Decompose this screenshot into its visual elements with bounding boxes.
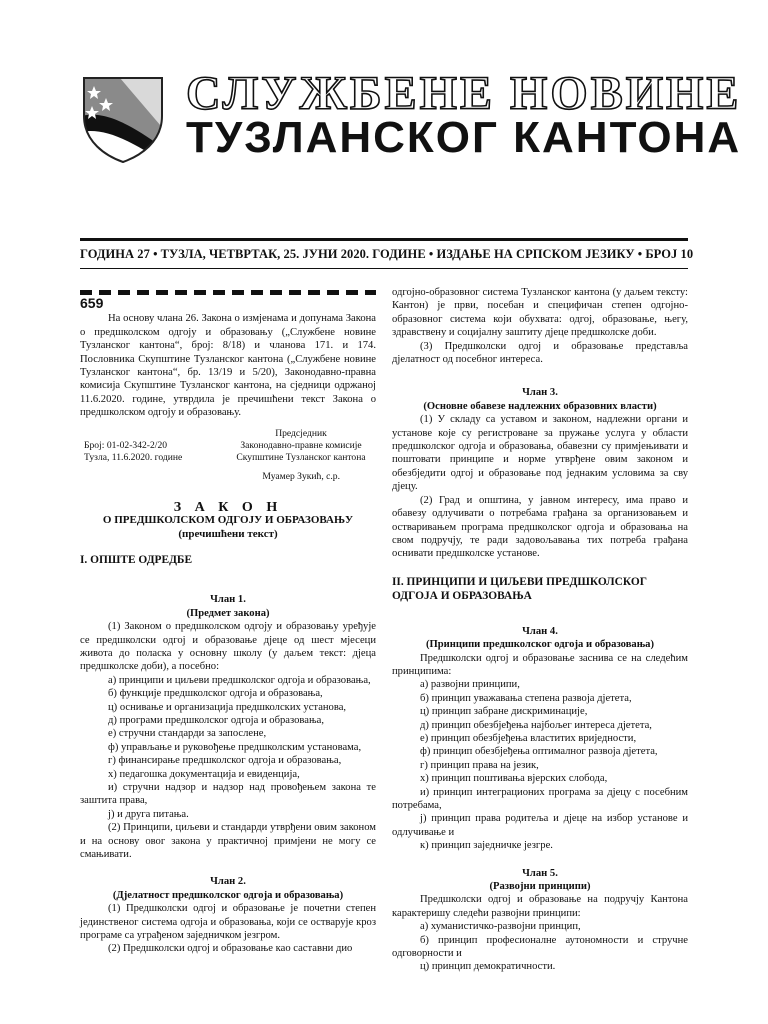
list-item: и) стручни надзор и надзор над провођењем закона те заштита права,: [80, 781, 376, 807]
list-item: е) стручни стандарди за запослене,: [108, 728, 267, 740]
signatory-body: Законодавно-правне комисије: [240, 439, 362, 451]
list-item: ј) и друга питања.: [108, 808, 189, 820]
signatory-name: Муамер Зукић, с.р.: [262, 470, 340, 482]
reference-number: Број: 01-02-342-2/20: [84, 439, 168, 451]
separator-dashes: [80, 290, 376, 295]
signature-block: [80, 428, 376, 464]
section-heading: II. ПРИНЦИПИ И ЦИЉЕВИ ПРЕДШКОЛСКОГ ОДГОЈА И ОБРАЗОВАЊА: [392, 575, 647, 602]
list-item: г) принцип права на језик,: [420, 759, 539, 771]
list-item: ц) принцип забране дискриминације,: [420, 706, 588, 718]
list-item: б) принцип уважавања степена развоја дјетета,: [420, 692, 632, 704]
intro-paragraph: На основу члана 26. Закона о измјенама и допунама Закона о предшколском одгоју и образовању („Службене новине Тузланског кантона“, број: 8/18) и чланова 171. и 174. Пословника Скупштине Тузланског кантона („Службене новине Тузланског кантона“, бр. 13/19 и 5/20), Законодавно-правна комисија Скупштине Тузланског кантона, на сједници одржаној 11.6.2020. године, утврдила је пречишћени текст Закона о предшколском одгоју и образовању.: [80, 313, 376, 419]
list-item: к) принцип заједничке језгре.: [420, 840, 553, 852]
list-item: д) принцип обезбјеђења најбољег интереса дјетета,: [420, 719, 652, 731]
list-item: ц) принцип демократичности.: [420, 961, 556, 973]
article-paragraph: (1) Законом о предшколском одгоју и образовању уређује се предшколски одгој и образовање дјеце од шест мјесеци живота до поласка у основну школу (у даљем текст: дјеца предшколске доби), а посебно:: [80, 621, 376, 673]
article-paragraph: (2) Принципи, циљеви и стандарди утврђени овим законом и на основу овог закона у практичној примјени не могу се смањивати.: [80, 822, 376, 860]
list-item: ф) управљање и руковођење предшколским установама,: [108, 741, 362, 753]
section-heading: I. ОПШТЕ ОДРЕДБЕ: [80, 554, 193, 567]
list-item: б) функције предшколског одгоја и образовања,: [108, 688, 323, 700]
article-paragraph: одгојно-образовног система Тузланског кантона (у даљем тексту: Кантон) је први, посебан и специфичан степен одгојно-образовног система који обухвата: одгој, образовање, његу, здравствену и социјалну заштиту дјеце предшколске доби.: [392, 287, 688, 339]
list-item: ц) оснивање и организација предшколских установа,: [108, 701, 347, 713]
article-paragraph: (3) Предшколски одгој и образовање представља дјелатност од посебног интереса.: [392, 340, 688, 366]
article-heading: Члан 5.: [522, 867, 558, 879]
list-item: ф) принцип обезбјеђења оптималног развоја дјетета,: [420, 746, 658, 758]
coat-of-arms-icon: [80, 72, 166, 164]
left-column: [80, 288, 376, 956]
publication-title: СЛУЖБЕНЕ НОВИНЕ: [186, 67, 742, 120]
list-item: г) финансирање предшколског одгоја и образовања,: [108, 755, 342, 767]
article-paragraph: Предшколски одгој и образовање заснива се на следећим принципима:: [392, 652, 688, 677]
signatory-body: Скупштине Тузланског кантона: [236, 451, 366, 463]
article-heading: Члан 3.: [522, 387, 558, 399]
article-paragraph: Предшколски одгој и образовање на подручју Кантона карактеришу следећи развојни принципи:: [392, 894, 688, 919]
list-item: ј) принцип права родитеља и дјеце на избор установе и одлучивање и: [392, 813, 688, 838]
article-paragraph: (2) Град и општина, у јавном интересу, има право и обавезу одлучивати о потребама грађана за организовањем и остваривањем програма предшколског одгоја и образовања на свом подручју, те ради задовољавања тих потреба грађана оснивати предшколске установе.: [392, 494, 688, 560]
list-item: и) принцип интеграционих програма за дјецу с посебним потребама,: [392, 786, 688, 811]
header-rule: [80, 238, 688, 241]
list-item: а) хуманистичко-развојни принцип,: [420, 921, 581, 933]
article-paragraph: (2) Предшколски одгој и образовање као саставни дио: [108, 943, 353, 955]
right-column: [392, 286, 688, 974]
list-item: х) педагошка документација и евиденција,: [108, 768, 300, 780]
act-number: 659: [80, 295, 104, 311]
article-heading: Члан 1.: [210, 594, 246, 606]
signatory-title: Предсједник: [275, 427, 327, 439]
article-heading: Члан 4.: [522, 625, 558, 637]
list-item: х) принцип поштивања вјерских слобода,: [420, 773, 608, 785]
article-subheading: (Развојни принципи): [489, 881, 591, 893]
article-subheading: (Предмет закона): [186, 607, 270, 619]
law-subtitle: О ПРЕДШКОЛСКОМ ОДГОЈУ И ОБРАЗОВАЊУ: [102, 514, 354, 527]
article-paragraph: (1) У складу са уставом и законом, надлежни органи и установе које су регистроване за пружање услуга у области предшколског одгоја и образовања, обавезни су примјењивати и поштовати принципе и норме утврђене овим законом и обезбједити одгој и образовање под једнаким условима за сву дјецу.: [392, 414, 688, 493]
article-paragraph: (1) Предшколски одгој и образовање је почетни степен јединственог система одгоја и образовања, који се остварује кроз програме са уграђеном заједничком језгром.: [80, 903, 376, 942]
law-title: З А К О Н: [173, 500, 283, 516]
list-item: д) програми предшколског одгоја и образовања,: [108, 714, 324, 726]
header-rule: [80, 268, 688, 269]
list-item: а) развојни принципи,: [420, 679, 520, 691]
article-subheading: (Основне обавезе надлежних образовних власти): [423, 400, 657, 412]
issue-line: ГОДИНА 27 • ТУЗЛА, ЧЕТВРТАК, 25. ЈУНИ 2020. ГОДИНЕ • ИЗДАЊЕ НА СРПСКОМ ЈЕЗИКУ • БРОЈ 10: [80, 247, 694, 261]
law-note: (пречишћени текст): [178, 527, 278, 540]
publication-subtitle: ТУЗЛАНСКОГ КАНТОНА: [186, 113, 742, 162]
list-item: а) принципи и циљеви предшколског одгоја и образовања,: [108, 674, 371, 686]
article-subheading: (Дјелатност предшколског одгоја и образовања): [112, 889, 344, 901]
list-item: е) принцип обезбјеђења властитих вриједности,: [420, 732, 637, 744]
masthead: [0, 0, 768, 230]
article-heading: Члан 2.: [210, 876, 246, 888]
article-subheading: (Принципи предшколског одгоја и образовања): [426, 639, 654, 651]
place-date: Тузла, 11.6.2020. године: [84, 451, 183, 463]
list-item: б) принцип професионалне аутономности и стручне одговорности и: [392, 934, 688, 960]
